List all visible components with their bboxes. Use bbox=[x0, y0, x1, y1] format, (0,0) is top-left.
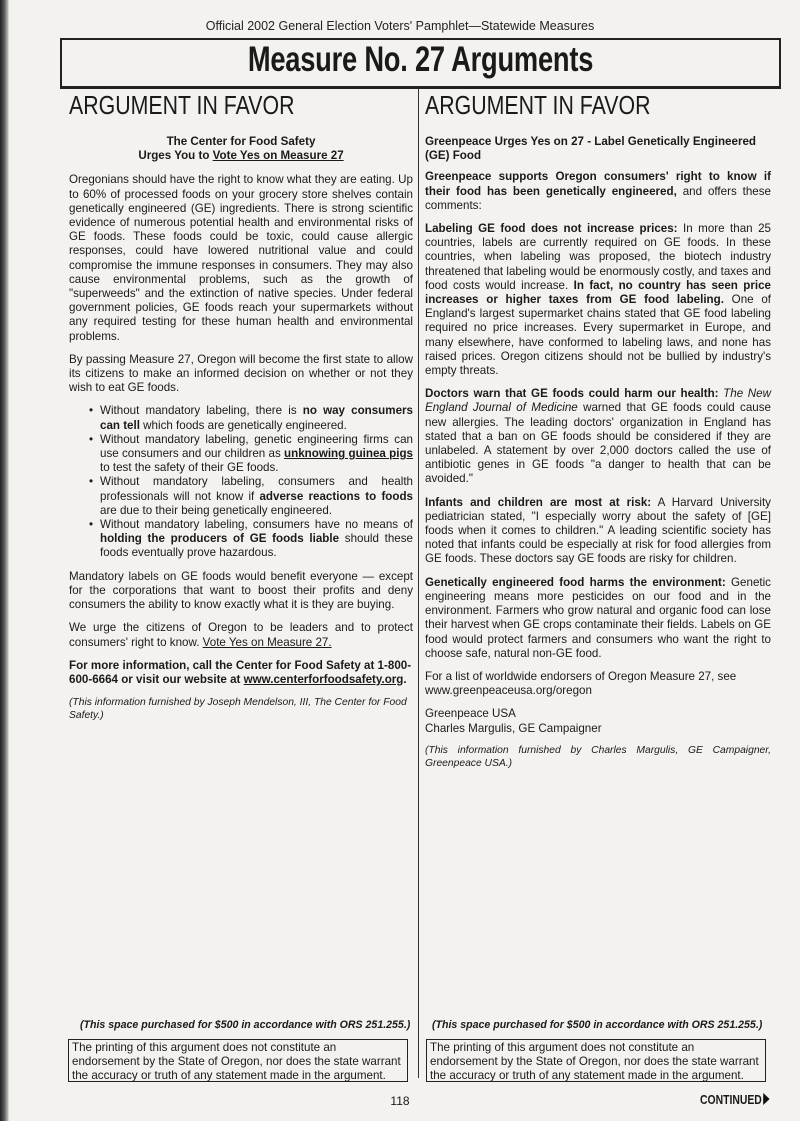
page-binding-edge bbox=[0, 0, 9, 1121]
right-paragraph-5: Genetically engineered food harms the environment: Genetic engineering means more pesticides on our food and in the environment. Farmers who grow natural and organic food can lose their harvest when GE crops contaminate their fields. Labels on GE food would protect farmers and consumers who want the right to choose safe, natural non-GE food. bbox=[425, 575, 771, 660]
title-rule bbox=[60, 86, 781, 89]
right-disclaimer-box: The printing of this argument does not constitute an endorsement by the State of Oregon, nor does the state warrant the accuracy or truth of any statement made in the argument. bbox=[426, 1039, 766, 1082]
list-item: • Without mandatory labeling, there is no way consumers can tell which foods are genetically engineered. bbox=[89, 404, 413, 432]
page-title: Measure No. 27 Arguments bbox=[247, 40, 594, 79]
column-divider bbox=[418, 88, 419, 1078]
right-paragraph-1: Greenpeace supports Oregon consumers' right to know if their food has been genetically engineered, and offers these comments: bbox=[425, 170, 772, 212]
right-heading: ARGUMENT IN FAVOR bbox=[425, 90, 651, 120]
left-sponsor-line1: The Center for Food Safety bbox=[166, 135, 316, 148]
right-paragraph-3: Doctors warn that GE foods could harm our health: The New England Journal of Medicine warned that GE foods could cause new allergies. The leading doctors' organization in England has stated that a ban on GE foods should be considered if they are unlabeled. A statement by over 2,000 doctors called the use of antibiotic genes in GE foods "a danger to health that can be avoided." bbox=[425, 387, 771, 486]
left-sponsor-line2: Urges You to Vote Yes on Measure 27 bbox=[138, 149, 344, 163]
continued-label: CONTINUED bbox=[700, 1092, 770, 1107]
left-purchased-note: (This space purchased for $500 in accordance with ORS 251.255.) bbox=[80, 1019, 411, 1031]
left-sponsor bbox=[69, 135, 413, 163]
right-paragraph-6: For a list of worldwide endorsers of Oregon Measure 27, see www.greenpeaceusa.org/oregon bbox=[425, 669, 737, 698]
list-item: • Without mandatory labeling, consumers and health professionals will not know if adverse reactions to foods are due to their being genetically engineered. bbox=[89, 475, 413, 518]
page-header: Official 2002 General Election Voters' Pamphlet—Statewide Measures bbox=[205, 19, 595, 33]
left-bullet-list bbox=[89, 404, 413, 560]
right-paragraph-4: Infants and children are most at risk: A Harvard University pediatrician stated, "I especially worry about the safety of [GE] foods when it comes to children." A leading scientific society has noted that infants could be especially at risk for food allergies from GE foods. These doctors say GE foods are risky for children. bbox=[425, 495, 771, 566]
right-argument bbox=[425, 90, 771, 779]
left-argument bbox=[69, 90, 413, 731]
right-paragraph-2: Labeling GE food does not increase prices: In more than 25 countries, labels are currently required on GE foods. In these countries, when labeling was proposed, the biotech industry threatened that labeling would be enormously costly, and taxes and food costs would increase. In fact, no country has seen price increases or higher taxes from GE food labeling. One of England's largest supermarket chains stated that GE food labeling required no price increases. Every supermarket in Europe, and many elsewhere, have conformed to labeling laws, and none has raised prices. Oregon citizens should not be bullied by industry's empty threats. bbox=[425, 222, 771, 378]
left-paragraph-3: Mandatory labels on GE foods would benefit everyone — except for the corporations that want to boost their profits and deny consumers the ability to know exactly what it is they are buying. bbox=[69, 569, 413, 612]
left-paragraph-1: Oregonians should have the right to know what they are eating. Up to 60% of processed foods on your grocery store shelves contain genetically engineered (GE) ingredients. There is strong scientific evidence of numerous potential health and environmental risks of GE foods. These foods could be toxic, could cause allergic responses, could have lowered nutritional value and could compromise the immune responses in consumers. They may also cause environmental problems, such as the growth of "superweeds" and the extinction of native species. Under federal government policies, GE foods reach your supermarkets without any required testing for these human health and environmental problems. bbox=[69, 173, 413, 343]
page-number: 118 bbox=[390, 1094, 410, 1108]
right-sponsor: Greenpeace Urges Yes on 27 - Label Genetically Engineered (GE) Food bbox=[425, 135, 756, 163]
left-disclaimer-box: The printing of this argument does not constitute an endorsement by the State of Oregon, nor does the state warrant the accuracy or truth of any statement made in the argument. bbox=[68, 1039, 408, 1082]
left-furnished: (This information furnished by Joseph Mendelson, III, The Center for Food Safety.) bbox=[69, 697, 407, 722]
right-signature: Greenpeace USA Charles Margulis, GE Campaigner bbox=[425, 707, 602, 735]
left-heading: ARGUMENT IN FAVOR bbox=[69, 90, 295, 120]
list-item: • Without mandatory labeling, consumers have no means of holding the producers of GE foods liable should these foods eventually prove hazardous. bbox=[89, 518, 413, 561]
list-item: • Without mandatory labeling, genetic engineering firms can use consumers and our children as unknowing guinea pigs to test the safety of their GE foods. bbox=[89, 433, 413, 476]
website-link[interactable]: www.centerforfoodsafety.org bbox=[243, 672, 404, 686]
right-purchased-note: (This space purchased for $500 in accordance with ORS 251.255.) bbox=[432, 1019, 763, 1031]
left-paragraph-4: We urge the citizens of Oregon to be leaders and to protect consumers' right to know. Vote Yes on Measure 27. bbox=[69, 621, 413, 649]
right-furnished: (This information furnished by Charles Margulis, GE Campaigner, Greenpeace USA.) bbox=[425, 744, 771, 769]
arrow-right-icon bbox=[763, 1093, 769, 1105]
left-contact: For more information, call the Center for Food Safety at 1-800-600-6664 or visit our website at www.centerforfoodsafety.org. bbox=[69, 658, 412, 686]
left-paragraph-2: By passing Measure 27, Oregon will become the first state to allow its citizens to make an informed decision on whether or not they wish to eat GE foods. bbox=[69, 352, 413, 395]
